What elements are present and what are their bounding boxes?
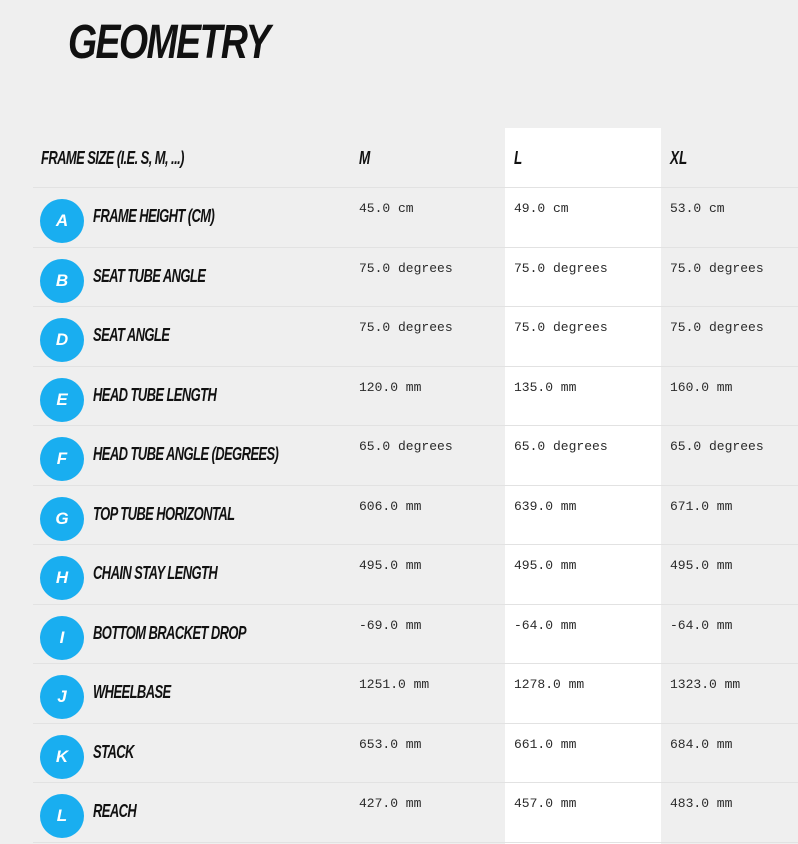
value-l: -64.0 mm [514, 617, 577, 633]
value-m: 120.0 mm [359, 379, 422, 395]
measurement-label: STACK [93, 741, 134, 762]
value-m: 45.0 cm [359, 201, 414, 216]
table-row [33, 783, 798, 843]
value-l: 49.0 cm [514, 201, 569, 216]
value-xl: 75.0 degrees [670, 320, 764, 335]
size-header-m: M [359, 148, 371, 168]
value-m: 606.0 mm [359, 498, 422, 514]
table-row [33, 307, 798, 367]
value-m: 495.0 mm [359, 558, 422, 573]
value-xl: 53.0 cm [670, 201, 725, 216]
frame-size-header: FRAME SIZE (I.E. S, M, ...) [41, 148, 184, 168]
measurement-label: TOP TUBE HORIZONTAL [93, 503, 235, 524]
measurement-letter-badge: G [40, 497, 84, 541]
measurement-letter-badge: K [40, 735, 84, 779]
measurement-label: HEAD TUBE LENGTH [93, 384, 217, 405]
measurement-label: WHEELBASE [93, 682, 171, 702]
measurement-label: HEAD TUBE ANGLE (DEGREES) [93, 444, 279, 464]
measurement-letter-badge: L [40, 794, 84, 838]
value-m: 427.0 mm [359, 796, 422, 811]
value-m: -69.0 mm [359, 617, 422, 633]
table-row [33, 724, 798, 784]
value-m: 1251.0 mm [359, 677, 430, 692]
value-xl: 75.0 degrees [670, 260, 764, 276]
value-l: 135.0 mm [514, 379, 577, 395]
value-xl: 160.0 mm [670, 379, 733, 395]
value-xl: -64.0 mm [670, 617, 733, 633]
table-row [33, 426, 798, 486]
table-row [33, 486, 798, 546]
measurement-label: SEAT ANGLE [93, 325, 170, 345]
value-xl: 671.0 mm [670, 498, 733, 514]
measurement-letter-badge: H [40, 556, 84, 600]
table-row [33, 367, 798, 427]
table-row [33, 545, 798, 605]
measurement-letter-badge: E [40, 378, 84, 422]
measurement-letter-badge: J [40, 675, 84, 719]
measurement-letter-badge: I [40, 616, 84, 660]
value-m: 75.0 degrees [359, 320, 453, 335]
value-l: 75.0 degrees [514, 320, 608, 335]
value-xl: 1323.0 mm [670, 677, 741, 692]
measurement-letter-badge: A [40, 199, 84, 243]
measurement-label: SEAT TUBE ANGLE [93, 265, 206, 286]
size-header-l: L [514, 148, 523, 168]
value-m: 75.0 degrees [359, 260, 453, 276]
measurement-letter-badge: D [40, 318, 84, 362]
value-l: 457.0 mm [514, 796, 577, 811]
value-l: 1278.0 mm [514, 677, 585, 692]
measurement-letter-badge: B [40, 259, 84, 303]
value-l: 75.0 degrees [514, 260, 608, 276]
measurement-label: FRAME HEIGHT (CM) [93, 206, 215, 226]
measurement-label: BOTTOM BRACKET DROP [93, 622, 246, 643]
value-m: 65.0 degrees [359, 439, 453, 454]
measurement-label: REACH [93, 801, 137, 821]
page-title: GEOMETRY [68, 16, 270, 69]
value-l: 639.0 mm [514, 498, 577, 514]
value-l: 661.0 mm [514, 736, 577, 752]
value-m: 653.0 mm [359, 736, 422, 752]
table-row [33, 188, 798, 248]
geometry-table [33, 128, 798, 843]
table-header-row [33, 128, 798, 188]
measurement-letter-badge: F [40, 437, 84, 481]
table-row [33, 248, 798, 308]
size-header-xl: XL [670, 148, 688, 168]
value-xl: 483.0 mm [670, 796, 733, 811]
table-row [33, 664, 798, 724]
measurement-label: CHAIN STAY LENGTH [93, 563, 218, 583]
value-xl: 65.0 degrees [670, 439, 764, 454]
value-xl: 495.0 mm [670, 558, 733, 573]
value-l: 65.0 degrees [514, 439, 608, 454]
value-xl: 684.0 mm [670, 736, 733, 752]
table-row [33, 605, 798, 665]
value-l: 495.0 mm [514, 558, 577, 573]
